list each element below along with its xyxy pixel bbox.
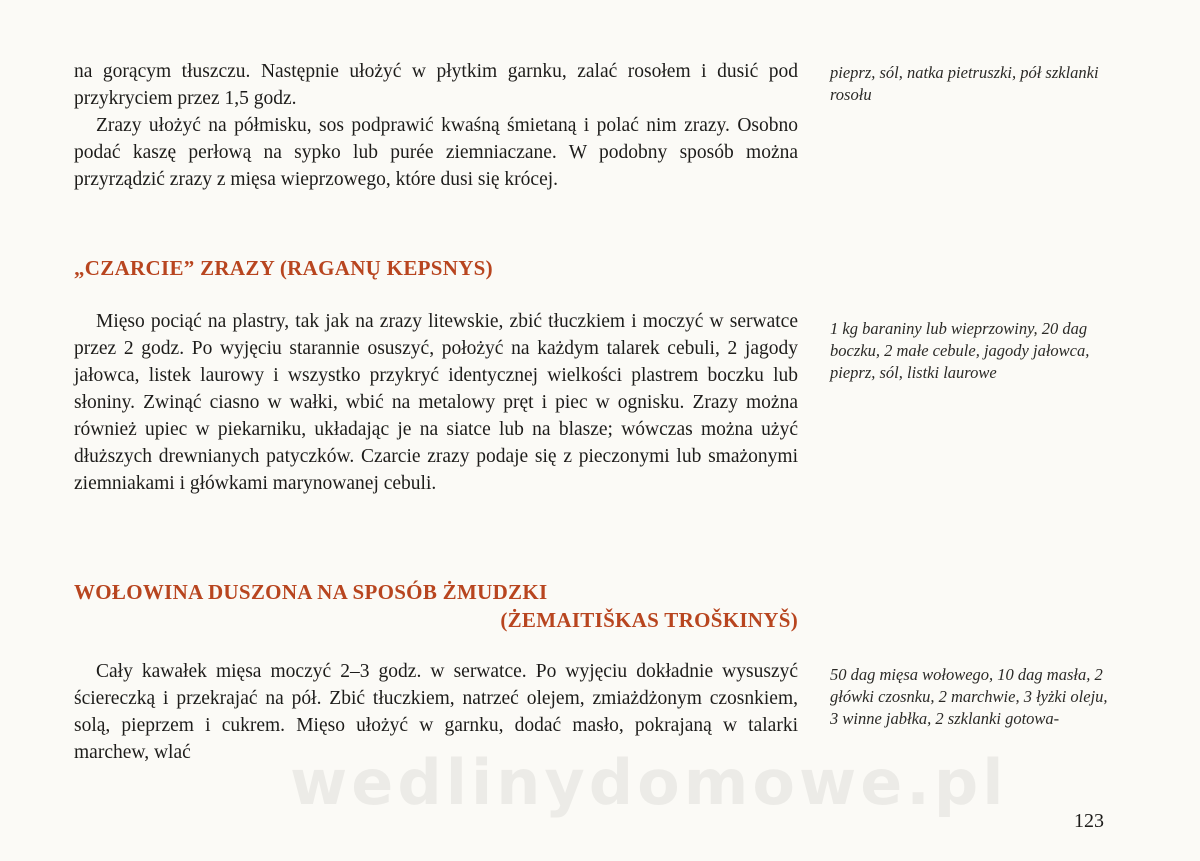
- paragraph: Zrazy ułożyć na półmisku, sos podprawić kwaśną śmietaną i polać nim zrazy. Osobno podać kaszę perłową na sypko lub purée ziemniaczane. W podobny sposób można przyrządzić zrazy z mięsa wieprzowego, które dusi się krócej.: [74, 115, 798, 190]
- watermark: wedlinydomowe.pl: [290, 746, 1008, 819]
- ingredients-text: 1 kg baraniny lub wieprzowiny, 20 dag boczku, 2 małe cebule, jagody jałowca, pieprz, sól, listki laurowe: [830, 319, 1090, 382]
- recipe-body: [74, 658, 798, 766]
- ingredients-note: [830, 62, 1112, 106]
- page-number: 123: [1074, 810, 1104, 832]
- paragraph: Mięso pociąć na plastry, tak jak na zrazy litewskie, zbić tłuczkiem i moczyć w serwatce przez 2 godz. Po wyjęciu starannie osuszyć, położyć na każdym talarek cebuli, 2 jagody jałowca, listek laurowy i wszystko przykryć identycznej wielkości plastrem boczku lub słoniny. Zwinąć ciasno w wałki, wbić na metalowy pręt i piec w ognisku. Zrazy można również upiec w piekarniku, układając je na siatce lub na blasze; wówczas można użyć dłuższych drewnianych patyczków. Czarcie zrazy podaje się z pieczonymi lub smażonymi ziemniakami i główkami marynowanej cebuli.: [74, 311, 798, 494]
- recipe-body: [74, 308, 798, 497]
- paragraph: na gorącym tłuszczu. Następnie ułożyć w płytkim garnku, zalać rosołem i dusić pod przykryciem przez 1,5 godz.: [74, 61, 798, 109]
- paragraph: Cały kawałek mięsa moczyć 2–3 godz. w serwatce. Po wyjęciu dokładnie wysuszyć ściereczką i przekrajać na pół. Zbić tłuczkiem, natrzeć olejem, zmiażdżonym czosnkiem, solą, pieprzem i cukrem. Mięso ułożyć w garnku, dodać masło, pokrajaną w talarki marchew, wlać: [74, 661, 798, 763]
- recipe-heading: „CZARCIE” ZRAZY (RAGANŲ KEPSNYS): [74, 256, 493, 280]
- ingredients-text: pieprz, sól, natka pietruszki, pół szklanki rosołu: [830, 63, 1099, 104]
- ingredients-note: [830, 318, 1112, 384]
- recipe-continuation: [74, 58, 798, 193]
- recipe-heading-line2: (ŻEMAITIŠKAS TROŠKINYŠ): [500, 608, 798, 632]
- recipe-heading-line1: WOŁOWINA DUSZONA NA SPOSÓB ŻMUDZKI: [74, 580, 548, 604]
- ingredients-note: [830, 664, 1112, 730]
- ingredients-text: 50 dag mięsa wołowego, 10 dag masła, 2 główki czosnku, 2 marchwie, 3 łyżki oleju, 3 winne jabłka, 2 szklanki gotowa-: [830, 665, 1108, 728]
